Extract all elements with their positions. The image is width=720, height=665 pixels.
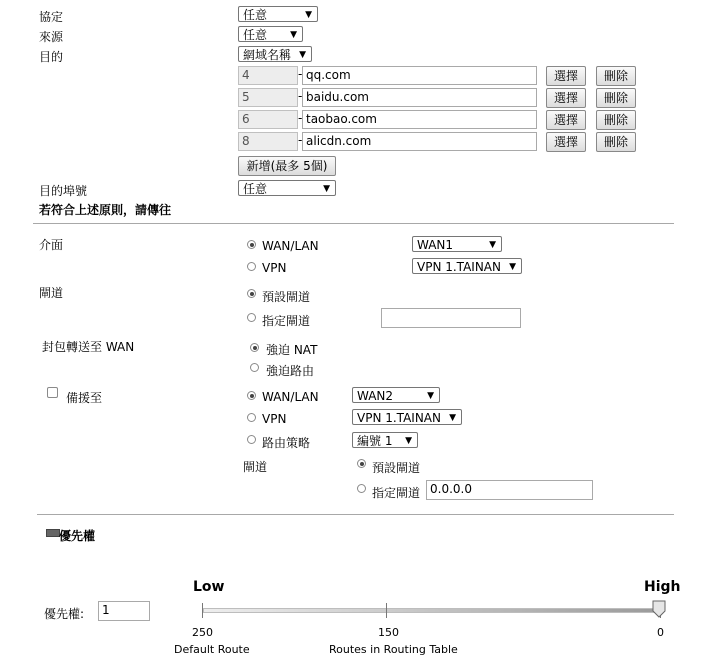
interface-vpn-label: VPN	[262, 261, 287, 275]
dest-port-label: 目的埠號	[39, 184, 88, 198]
dest-domain-field[interactable]: baidu.com	[302, 88, 537, 107]
dash-separator: -	[298, 133, 303, 147]
failover-label: 備援至	[66, 391, 103, 405]
failover-wan-value: WAN2	[357, 389, 394, 403]
chevron-down-icon: ▼	[427, 391, 434, 401]
failover-policy-radio[interactable]	[247, 435, 256, 444]
section-divider	[37, 514, 674, 515]
source-value: 任意	[243, 28, 268, 42]
chevron-down-icon: ▼	[305, 10, 312, 20]
dash-separator: -	[298, 111, 303, 125]
dest-domain-field[interactable]: taobao.com	[302, 110, 537, 129]
failover-policy-value: 編號 1	[357, 434, 393, 448]
chevron-down-icon: ▼	[323, 184, 330, 194]
dest-index-field: 6	[238, 110, 298, 129]
force-nat-label: 強迫 NAT	[266, 343, 318, 357]
failover-vpn-label: VPN	[262, 412, 287, 426]
slider-low-label: Low	[193, 579, 225, 595]
dest-index-field: 8	[238, 132, 298, 151]
failover-wan-lan-label: WAN/LAN	[262, 390, 319, 404]
failover-gateway-input[interactable]: 0.0.0.0	[426, 480, 593, 500]
interface-wan-lan-radio[interactable]	[247, 240, 256, 249]
select-button[interactable]: 選擇	[546, 88, 586, 108]
priority-slider-track[interactable]	[203, 608, 660, 613]
interface-vpn-value: VPN 1.TAINAN	[417, 260, 501, 274]
chevron-down-icon: ▼	[299, 50, 306, 60]
priority-slider-thumb[interactable]	[652, 600, 666, 618]
interface-vpn-select[interactable]	[412, 258, 522, 274]
dest-domain-field[interactable]: alicdn.com	[302, 132, 537, 151]
interface-vpn-radio[interactable]	[247, 262, 256, 271]
match-heading: 若符合上述原則，請傳往	[39, 203, 172, 217]
priority-input[interactable]: 1	[98, 601, 150, 621]
delete-button[interactable]: 刪除	[596, 132, 636, 152]
select-button[interactable]: 選擇	[546, 110, 586, 130]
failover-policy-label: 路由策略	[262, 436, 311, 450]
dest-index-field: 4	[238, 66, 298, 85]
failover-wan-lan-radio[interactable]	[247, 391, 256, 400]
failover-gateway-label: 閘道	[243, 460, 268, 474]
force-nat-radio[interactable]	[250, 343, 259, 352]
protocol-value: 任意	[243, 8, 268, 22]
failover-policy-select[interactable]	[352, 432, 418, 448]
interface-wan-value: WAN1	[417, 238, 454, 252]
add-destination-button[interactable]: 新增(最多 5個)	[238, 156, 336, 176]
select-button[interactable]: 選擇	[546, 132, 586, 152]
chevron-down-icon: ▼	[405, 436, 412, 446]
force-route-label: 強迫路由	[266, 364, 315, 378]
interface-label: 介面	[39, 238, 64, 252]
tick-caption-default-route: Default Route	[174, 643, 250, 656]
failover-gw-default-label: 預設閘道	[372, 461, 421, 475]
source-select[interactable]	[238, 26, 303, 42]
failover-gw-specify-radio[interactable]	[357, 484, 366, 493]
destination-type-select[interactable]	[238, 46, 312, 62]
gateway-default-radio[interactable]	[247, 289, 256, 298]
delete-button[interactable]: 刪除	[596, 110, 636, 130]
delete-button[interactable]: 刪除	[596, 88, 636, 108]
destination-type-value: 網域名稱	[243, 48, 292, 62]
chevron-down-icon: ▼	[489, 240, 496, 250]
chevron-down-icon: ▼	[509, 262, 516, 272]
slider-thumb-icon	[652, 600, 666, 618]
slider-high-label: High	[644, 579, 681, 595]
interface-wan-select[interactable]	[412, 236, 502, 252]
section-divider	[33, 223, 674, 224]
dash-separator: -	[298, 89, 303, 103]
gateway-label: 閘道	[39, 286, 64, 300]
failover-vpn-radio[interactable]	[247, 413, 256, 422]
gateway-specify-label: 指定閘道	[262, 314, 311, 328]
dest-index-field: 5	[238, 88, 298, 107]
slider-tick	[386, 603, 387, 618]
dest-port-select[interactable]	[238, 180, 336, 196]
tick-value-routing-table: 150	[378, 626, 399, 639]
failover-vpn-value: VPN 1.TAINAN	[357, 411, 441, 425]
gateway-specify-radio[interactable]	[247, 313, 256, 322]
tick-caption-routing-table: Routes in Routing Table	[329, 643, 458, 656]
forward-wan-label: 封包轉送至 WAN	[42, 340, 135, 354]
dest-port-value: 任意	[243, 182, 268, 196]
chevron-down-icon: ▼	[449, 413, 456, 423]
source-label: 來源	[39, 30, 64, 44]
failover-gw-default-radio[interactable]	[357, 459, 366, 468]
force-route-radio[interactable]	[250, 363, 259, 372]
priority-field-label: 優先權:	[44, 607, 85, 621]
interface-wan-lan-label: WAN/LAN	[262, 239, 319, 253]
dest-domain-field[interactable]: qq.com	[302, 66, 537, 85]
chevron-down-icon: ▼	[290, 30, 297, 40]
tick-value-max: 0	[657, 626, 664, 639]
protocol-label: 協定	[39, 10, 64, 24]
failover-wan-select[interactable]	[352, 387, 440, 403]
collapse-icon[interactable]	[46, 529, 60, 537]
destination-label: 目的	[39, 50, 64, 64]
failover-vpn-select[interactable]	[352, 409, 462, 425]
delete-button[interactable]: 刪除	[596, 66, 636, 86]
tick-value-default-route: 250	[192, 626, 213, 639]
priority-section-title: 優先權	[59, 529, 96, 543]
select-button[interactable]: 選擇	[546, 66, 586, 86]
failover-gw-specify-label: 指定閘道	[372, 486, 421, 500]
gateway-default-label: 預設閘道	[262, 290, 311, 304]
dash-separator: -	[298, 67, 303, 81]
protocol-select[interactable]	[238, 6, 318, 22]
slider-tick	[202, 603, 203, 618]
failover-checkbox[interactable]	[47, 387, 58, 398]
gateway-address-input[interactable]	[381, 308, 521, 328]
